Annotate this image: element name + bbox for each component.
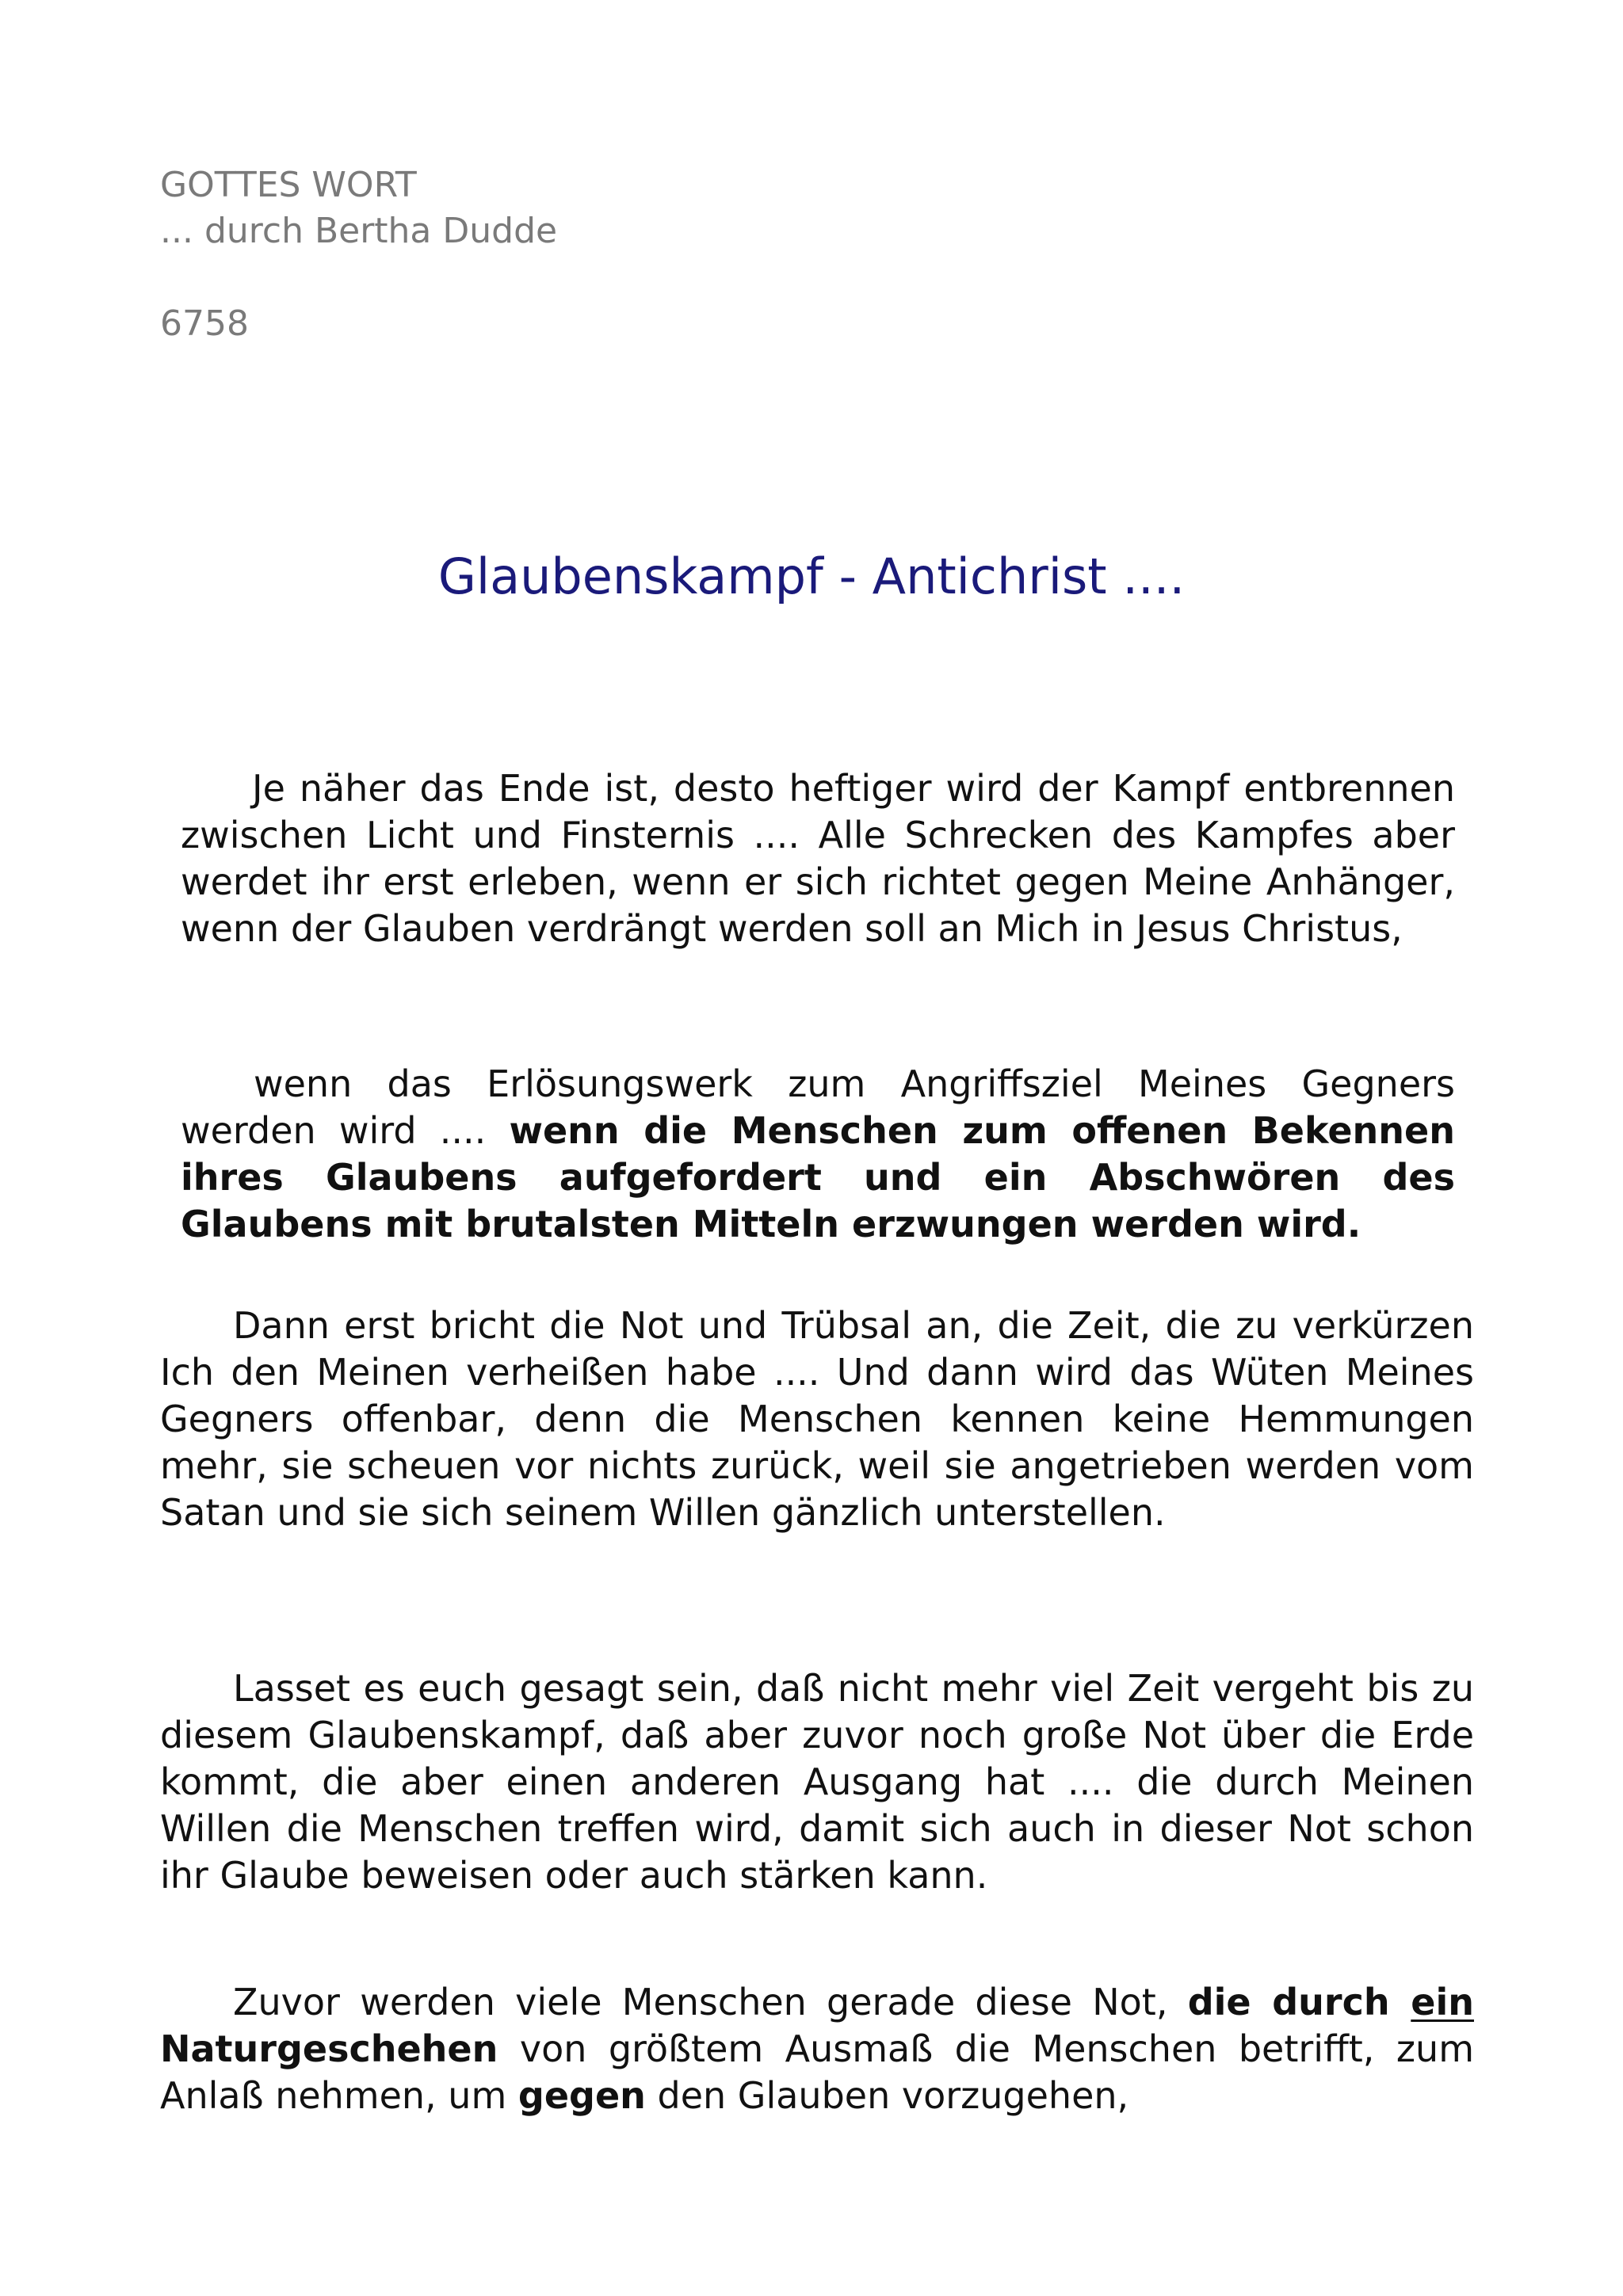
paragraph-5-text-a: Zuvor werden viele Menschen gerade diese Not, bbox=[233, 1981, 1188, 2023]
header-author: ... durch Bertha Dudde bbox=[160, 211, 558, 251]
page-title: Glaubenskampf - Antichrist .... bbox=[437, 547, 1186, 605]
header-number: 6758 bbox=[160, 303, 249, 344]
paragraph-5-underlined: ein bbox=[1411, 1981, 1474, 2023]
header-source-title: GOTTES WORT bbox=[160, 165, 417, 205]
paragraph-1 bbox=[181, 765, 1455, 952]
paragraph-3 bbox=[160, 1302, 1474, 1536]
paragraph-5 bbox=[160, 1979, 1474, 2119]
paragraph-4 bbox=[160, 1665, 1474, 1899]
paragraph-5-text-c: den Glauben vorzugehen, bbox=[645, 2074, 1129, 2117]
paragraph-5-text-b: von größtem Ausmaß die Menschen betrifft, zum Anlaß nehmen, um bbox=[160, 2027, 1474, 2117]
paragraph-2 bbox=[181, 1061, 1455, 1248]
paragraph-1-text: Je näher das Ende ist, desto heftiger wird der Kampf entbrennen zwischen Licht und Finsternis .... Alle Schrecken des Kampfes aber werdet ihr erst erleben, wenn er sich richtet gegen Meine Anhänger, wenn der Glauben verdrängt werden soll an Mich in Jesus Christus, bbox=[181, 767, 1455, 950]
paragraph-2-text: wenn das Erlösungswerk zum Angriffsziel Meines Gegners werden wird .... bbox=[181, 1062, 1455, 1152]
paragraph-2-bold-text: wenn die Menschen zum offenen Bekennen ihres Glaubens aufgefordert und ein Abschwören des Glaubens mit brutalsten Mitteln erzwungen werden wird. bbox=[181, 1109, 1455, 1245]
paragraph-3-text: Dann erst bricht die Not und Trübsal an, die Zeit, die zu verkürzen Ich den Meinen verheißen habe .... Und dann wird das Wüten Meines Gegners offenbar, denn die Menschen kennen keine Hemmungen mehr, sie scheuen vor nichts zurück, weil sie angetrieben werden vom Satan und sie sich seinem Willen gänzlich unterstellen. bbox=[160, 1304, 1474, 1534]
paragraph-5-bold-c: gegen bbox=[517, 2074, 646, 2117]
paragraph-5-bold-a: die durch bbox=[1187, 1981, 1411, 2023]
paragraph-4-text: Lasset es euch gesagt sein, daß nicht mehr viel Zeit vergeht bis zu diesem Glaubenskampf, daß aber zuvor noch große Not über die Erde kommt, die aber einen anderen Ausgang hat .... die durch Meinen Willen die Menschen treffen wird, damit sich auch in dieser Not schon ihr Glaube beweisen oder auch stärken kann. bbox=[160, 1667, 1474, 1897]
paragraph-5-bold-b: Naturgeschehen bbox=[160, 2027, 498, 2070]
